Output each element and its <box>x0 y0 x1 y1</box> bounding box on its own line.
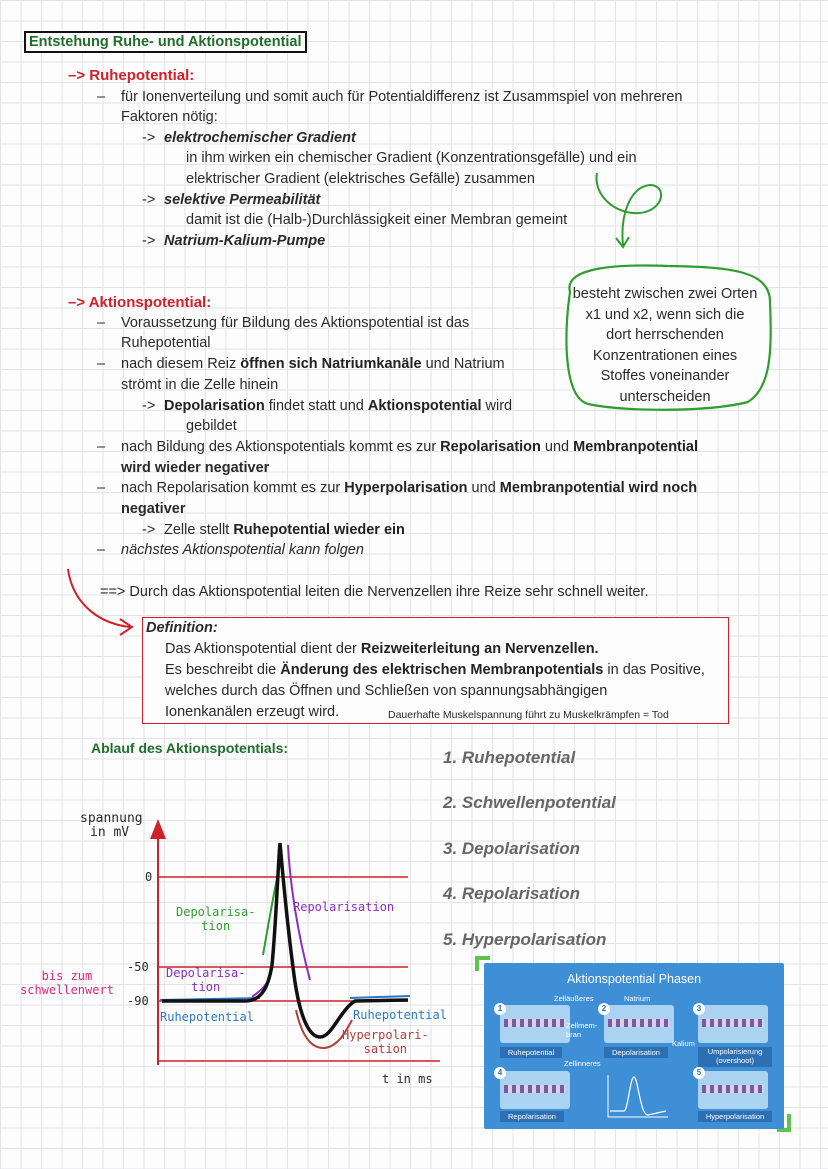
cell-hyper <box>698 1071 768 1109</box>
definition-line1: Das Aktionspotential dient der Reizweiterleitung an Nervenzellen. <box>165 641 599 657</box>
ruhepotential-heading: –> Ruhepotential: <box>68 67 195 84</box>
cell-depol <box>604 1005 674 1043</box>
arrow-mark: -> <box>142 130 156 146</box>
phases-infographic <box>484 963 784 1129</box>
cell-repol <box>500 1071 570 1109</box>
graph-tick-0: 0 <box>145 870 153 884</box>
definition-line3: welches durch das Öffnen und Schließen von spannungsabhängigen <box>165 683 608 699</box>
factor-gradient-desc1: in ihm wirken ein chemischer Gradient (Konzentrationsgefälle) und ein <box>186 150 637 166</box>
graph-tick-90: -90 <box>127 994 149 1008</box>
label-membran: Zellmem- bran <box>566 1021 598 1039</box>
aktion-b4c: Zelle stellt Ruhepotential wieder ein <box>164 522 405 538</box>
note-line: x1 und x2, wenn sich die <box>585 306 745 323</box>
mini-graph-icon <box>602 1071 672 1121</box>
label-innen: Zellinneres <box>564 1059 601 1068</box>
bullet-dash: – <box>96 542 106 558</box>
phase-number: 2 <box>598 1003 610 1015</box>
note-line: dort herrschenden <box>606 327 724 343</box>
definition-side-note: Dauerhafte Muskelspannung führt zu Muskelkrämpfen = Tod <box>388 709 669 721</box>
phase-number: 4 <box>494 1067 506 1079</box>
aktion-b2a: nach diesem Reiz öffnen sich Natriumkanäle und Natrium <box>121 356 505 372</box>
aktion-b3a: nach Bildung des Aktionspotentials kommt es zur Repolarisation und Membranpotential <box>121 439 699 455</box>
arrow-mark: -> <box>142 522 156 538</box>
arrow-mark: -> <box>142 192 156 208</box>
arrow-mark: -> <box>142 233 156 249</box>
bullet-dash: – <box>96 89 106 105</box>
note-text <box>560 284 770 407</box>
page-title: Entstehung Ruhe- und Aktionspotential <box>24 31 307 53</box>
aktion-b4a: nach Repolarisation kommt es zur Hyperpolarisation und Membranpotential wird noch <box>121 480 698 496</box>
graph-label-repol: Repolarisation <box>293 900 395 914</box>
phase-item: 2. Schwellenpotential <box>443 793 616 812</box>
phase-item: 3. Depolarisation <box>443 839 580 858</box>
definition-line2: Es beschreibt die Änderung des elektrischen Membranpotentials in das Positive, <box>165 662 705 678</box>
factor-gradient: elektrochemischer Gradient <box>164 130 356 146</box>
graph-x-label: t in ms <box>382 1072 433 1086</box>
note-line: unterscheiden <box>619 388 711 405</box>
graph-label-schwelle: bis zum schwellenwert <box>20 969 114 997</box>
graph-label-depol-small: Depolarisa- tion <box>166 966 246 994</box>
caption-depol: Depolarisation <box>604 1047 668 1058</box>
graph-label-hyper: Hyperpolari- sation <box>342 1028 429 1056</box>
phase-number: 3 <box>693 1003 705 1015</box>
factor-permeability-desc: damit ist die (Halb-)Durchlässigkeit einer Membran gemeint <box>186 212 568 228</box>
curved-arrow-icon <box>60 565 140 640</box>
label-aussen: Zelläußeres <box>554 994 594 1003</box>
label-kalium: Kalium <box>672 1039 695 1048</box>
caption-repol: Repolarisation <box>500 1111 564 1122</box>
aktion-b1a: Voraussetzung für Bildung des Aktionspotential ist das <box>121 315 470 331</box>
cell-ruhe <box>500 1005 570 1043</box>
label-natrium: Natrium <box>624 994 651 1003</box>
graph-y-label: spannung in mV <box>80 811 143 840</box>
aktion-b3b: wird wieder negativer <box>121 460 270 476</box>
bullet-dash: – <box>96 315 106 331</box>
arrow-mark: -> <box>142 398 156 414</box>
note-line: besteht zwischen zwei Orten <box>572 286 758 302</box>
factor-permeability: selektive Permeabilität <box>164 192 321 208</box>
ablauf-title: Ablauf des Aktionspotentials: <box>91 740 289 756</box>
phase-item: 1. Ruhepotential <box>443 748 576 767</box>
aktion-b2c: Depolarisation findet statt und Aktionspotential wird <box>164 398 513 414</box>
aktion-b1b: Ruhepotential <box>121 335 211 351</box>
factor-gradient-desc2: elektrischer Gradient (elektrisches Gefälle) zusammen <box>186 171 535 187</box>
aktion-b4b: negativer <box>121 501 186 517</box>
bullet-dash: – <box>96 439 106 455</box>
graph-tick-50: -50 <box>127 960 149 974</box>
conclusion-line: ==> Durch das Aktionspotential leiten die Nervenzellen ihre Reize sehr schnell weiter. <box>100 584 649 600</box>
phase-item: 5. Hyperpolarisation <box>443 930 607 949</box>
aktionspotential-heading: –> Aktionspotential: <box>68 294 212 311</box>
ruhe-line1: für Ionenverteilung und somit auch für Potentialdifferenz ist Zusammspiel von mehreren <box>121 89 683 105</box>
caption-ruhe: Ruhepotential <box>500 1047 562 1058</box>
graph-label-ruhe-right: Ruhepotential <box>353 1008 447 1022</box>
bullet-dash: – <box>96 480 106 496</box>
graph-label-ruhe-left: Ruhepotential <box>160 1010 254 1024</box>
ruhe-line2: Faktoren nötig: <box>121 109 218 125</box>
bullet-dash: – <box>96 356 106 372</box>
curly-arrow-icon <box>585 165 675 255</box>
factor-pump: Natrium-Kalium-Pumpe <box>164 233 326 249</box>
caption-overshoot: Umpolarisierung (overshoot) <box>698 1047 772 1067</box>
definition-line4: Ionenkanälen erzeugt wird. <box>165 704 340 720</box>
aktion-b2b: strömt in die Zelle hinein <box>121 377 279 393</box>
definition-label: Definition: <box>146 620 218 636</box>
infographic-title: Aktionspotential Phasen <box>566 972 702 986</box>
phase-item: 4. Repolarisation <box>443 884 580 903</box>
note-line: Konzentrationen eines <box>592 347 738 364</box>
phase-number: 1 <box>494 1003 506 1015</box>
phase-number: 5 <box>693 1067 705 1079</box>
cell-overshoot <box>698 1005 768 1043</box>
note-line: Stoffes voneinander <box>600 368 730 384</box>
graph-label-depol: Depolarisa- tion <box>176 905 256 933</box>
caption-hyper: Hyperpolarisation <box>698 1111 772 1122</box>
aktion-b2d: gebildet <box>186 418 237 434</box>
aktion-b5: nächstes Aktionspotential kann folgen <box>121 542 364 558</box>
